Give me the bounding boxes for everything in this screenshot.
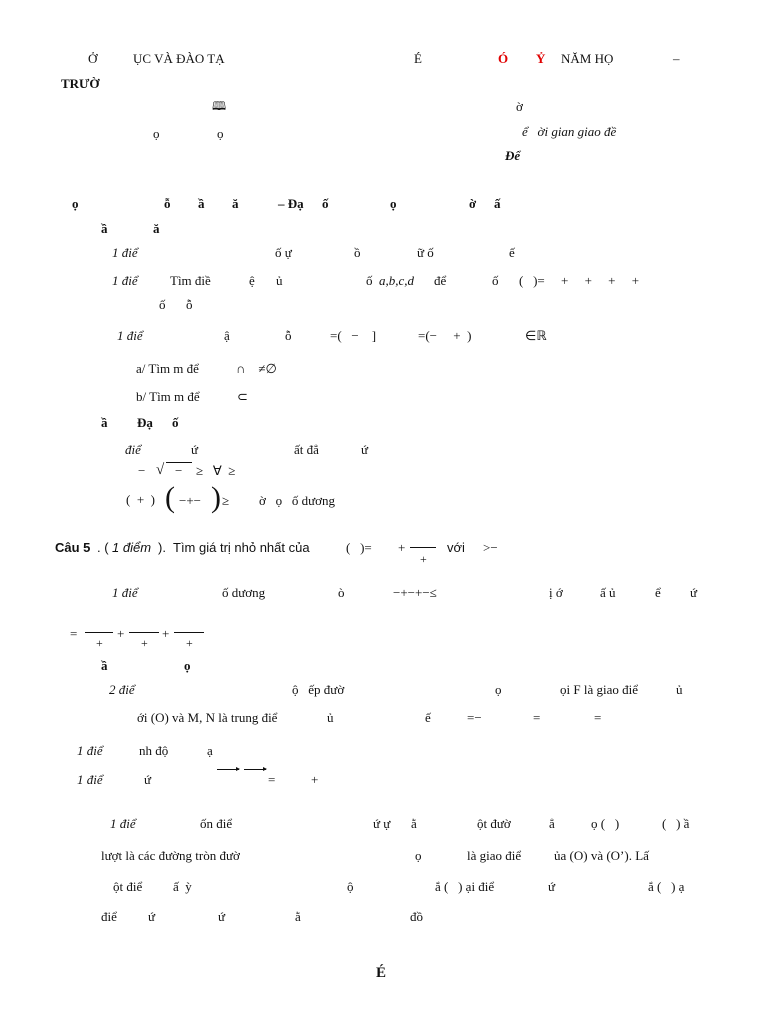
question-text: ể [655,585,661,600]
question-text: ế [425,710,431,725]
question-text: là giao điể [467,848,522,863]
question-text: ứ ự [373,816,391,831]
question-text: để [434,273,447,288]
part-title: ọ [72,196,79,211]
question-text: ủ [676,682,683,697]
question-text: ọi F là giao điể [560,682,638,697]
question-text: lượt là các đường tròn đườ [101,848,240,863]
math-expression: + [162,626,170,641]
question-text: ủ [276,273,283,288]
question-text: ế [509,245,515,260]
fraction-bar [174,632,204,633]
math-expression: + [398,540,406,555]
math-expression: >− [483,540,498,555]
question-text: với [447,540,465,555]
question-text: ứ [191,442,199,457]
math-expression: −+−+−≤ [393,585,437,600]
question-points: 1 điể [112,245,138,260]
question-text: ắ ( ) ại điể [435,879,495,894]
part-title: ố [172,415,179,430]
question-text: ỗ [186,297,193,312]
math-expression: + [420,552,427,566]
question-text: ( ) ầ [662,816,690,831]
book-icon: 🕮 [212,99,227,113]
header-text: NĂM HỌ [561,51,614,66]
part-title: ờ [469,196,477,211]
question-text: ột điể [113,879,143,894]
part-title: ầ [198,196,205,211]
math-expression: + [141,636,148,650]
fraction-bar [410,547,436,548]
math-expression: + [117,626,125,641]
header-red-text: Ó [498,51,509,66]
math-expression: −+− [179,493,201,508]
big-paren-open: ( [165,481,175,514]
question-text: đồ [410,909,423,924]
question-text: ố ự [275,245,292,260]
question-text: nh độ [139,743,169,758]
part-title: ọ [184,658,191,673]
fraction-bar [129,632,159,633]
question-label: Câu 5 [55,540,91,555]
header-text: – [673,51,680,66]
math-symbols: ⊂ [237,389,248,404]
math-variables: a,b,c,d [379,273,415,288]
math-set: =( − ] [330,328,377,343]
question-text: ốn điể [200,816,233,831]
part-title: ố [322,196,329,211]
question-text: ố [366,273,373,288]
question-text: điể [101,909,117,924]
math-expression: + [96,636,103,650]
math-expression: = [533,710,541,725]
question-punct: ). [158,540,166,555]
math-expression: − [138,463,146,478]
math-expression: ( )= + + + + [519,273,640,288]
question-text: ứ [361,442,369,457]
question-text: ố dương [222,585,266,600]
part-title: ỗ [164,196,171,211]
question-text: Tìm giá trị nhỏ nhất của [173,540,310,555]
question-text: ứ [148,909,156,924]
question-text: ồ [354,245,361,260]
question-text: ữ ố [417,245,434,260]
part-title: ấ [494,196,501,211]
question-text: ới (O) và M, N là trung điể [137,710,278,725]
question-points: 1 điể [77,743,103,758]
question-text: ấ ỳ [173,879,192,894]
question-points: 1 điểm [112,540,152,555]
math-expression: − [175,463,183,478]
question-text: ứ [218,909,226,924]
math-expression: = [594,710,602,725]
math-expression: + [186,636,193,650]
school-name: TRƯỜ [61,76,100,91]
math-set: ∈ℝ [525,328,547,343]
math-symbols: ∩ ≠∅ [236,361,277,376]
part-title: – Đạ [278,196,304,211]
question-text: ọ [415,848,422,863]
question-text: Tìm điề [170,273,211,288]
math-expression: ( + ) [126,492,155,507]
question-text: ố [159,297,166,312]
math-expression: + [311,772,319,787]
header-text: ờ [516,99,523,114]
question-points: 1 điể [77,772,103,787]
part-title: ă [232,196,239,211]
vector-arrow [217,769,239,770]
vector-arrow [244,769,266,770]
fraction-bar [85,632,113,633]
question-text: ứ [548,879,556,894]
part-title: ầ [101,658,108,673]
header-text: Ở [88,51,98,66]
subquestion: a/ Tìm m để [136,361,199,376]
question-text: ẳ [549,816,555,831]
header-text: ọ [153,126,160,141]
question-text: ố [492,273,499,288]
header-text: ọ [217,126,224,141]
part-subtitle: ă [153,221,160,236]
math-expression: ( )= [346,540,372,555]
question-text: ứ [690,585,698,600]
header-text: ỤC VÀ ĐÀO TẠ [133,51,225,66]
end-marker: É [376,965,387,981]
question-text: ột đườ [477,816,511,831]
question-points: 1 điể [110,816,136,831]
question-text: ắ ( ) ạ [648,879,685,894]
math-set: =(− + ) [418,328,472,343]
part-title: ọ [390,196,397,211]
question-text: ất đẳ [294,442,319,457]
header-text: É [414,51,422,66]
question-text: ờ ọ ố dương [259,493,336,508]
question-points: 1 điể [112,585,138,600]
question-text: ủ [327,710,334,725]
math-expression: ≥ ∀ ≥ [196,463,236,478]
question-text: ạ [207,743,213,758]
exam-code: Để [505,148,521,163]
question-text: ấ ủ [600,585,616,600]
question-text: ọ ( ) [591,816,620,831]
question-text: ủa (O) và (O’). Lấ [554,848,649,863]
part-subtitle: ầ [101,221,108,236]
sqrt-symbol: √ [156,462,165,478]
question-text: ằ [411,816,417,831]
question-points: 2 điể [109,682,135,697]
question-text: ậ [224,328,230,343]
question-text: ộ ếp đườ [292,682,345,697]
question-text: ò [338,585,345,600]
math-expression: = [70,626,78,641]
question-text: ứ [144,772,152,787]
part-title: ầ [101,415,108,430]
exam-time: ể ời gian giao đề [522,124,617,139]
question-text: ằ [295,909,301,924]
question-text: ệ [249,273,255,288]
question-points: điể [125,442,141,457]
math-expression: =− [467,710,482,725]
question-points: 1 điể [117,328,143,343]
question-text: ỗ [285,328,292,343]
math-expression: = [268,772,276,787]
question-punct: . ( [97,540,109,555]
header-red-text: Ỷ [536,51,546,66]
part-title: Đạ [137,415,153,430]
question-text: ộ [347,879,354,894]
big-paren-close: ) [211,481,221,514]
question-points: 1 điể [112,273,138,288]
math-expression: ≥ [222,493,230,508]
subquestion: b/ Tìm m để [136,389,200,404]
question-text: ọ [495,682,502,697]
question-text: ị ớ [549,585,563,600]
